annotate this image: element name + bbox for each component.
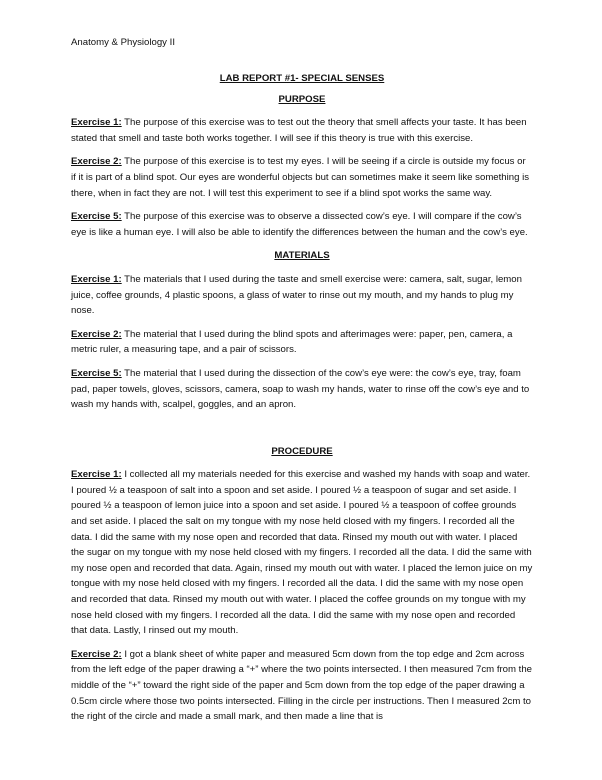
exercise-label: Exercise 5: (71, 367, 122, 379)
procedure-exercise-1 (71, 467, 533, 639)
paragraph-text: I got a blank sheet of white paper and measured 5cm down from the top edge and 2cm across from the left edge of the paper drawing a “+” where the two points intersected. I then measured 7cm from the middle of the “+” toward the right side of the paper and 5cm down from the top edge of the paper drawing a 0.5cm circle where those two points intersected. Filling in the circle per instructions. Then I measured 2cm to the right of the circle and made a small mark, and then made a line that is (71, 648, 533, 723)
section-heading-purpose: PURPOSE (278, 93, 326, 105)
page-header: Anatomy & Physiology II (71, 37, 175, 48)
exercise-label: Exercise 1: (71, 273, 122, 285)
document-title: LAB REPORT #1- SPECIAL SENSES (219, 73, 385, 84)
section-heading-procedure: PROCEDURE (271, 445, 333, 457)
section-heading-materials: MATERIALS (274, 250, 330, 262)
exercise-label: Exercise 2: (71, 328, 122, 340)
document-body (71, 71, 533, 733)
paragraph-text: The purpose of this exercise was to test out the theory that smell affects your taste. It has been stated that smell and taste both works together. I will see if this theory is true with this exercise. (71, 117, 527, 144)
exercise-label: Exercise 2: (71, 156, 122, 168)
paragraph-text: The purpose of this exercise is to test my eyes. I will be seeing if a circle is outside my focus or if it is part of a blind spot. Our eyes are wonderful objects but can sometimes make it seem like something is there, when in fact they are not. I will test this experiment to see if a blind spot works the same way. (71, 156, 530, 199)
purpose-exercise-2 (71, 154, 533, 201)
exercise-label: Exercise 5: (71, 211, 122, 223)
materials-exercise-1 (71, 272, 533, 319)
purpose-exercise-1 (71, 115, 533, 146)
materials-exercise-5 (71, 366, 533, 413)
paragraph-text: The material that I used during the blind spots and afterimages were: paper, pen, camera, a metric ruler, a measuring tape, and a pair of scissors. (71, 328, 513, 356)
paragraph-text: The materials that I used during the taste and smell exercise were: camera, salt, sugar, lemon juice, coffee grounds, 4 plastic spoons, a glass of water to rinse out my mouth, and my hands to plug my nose. (71, 273, 522, 317)
paragraph-text: The purpose of this exercise was to observe a dissected cow’s eye. I will compare if the cow’s eye is like a human eye. I will also be able to identify the differences between the human and the cow’s eye. (71, 211, 528, 238)
materials-exercise-2 (71, 327, 533, 358)
exercise-label: Exercise 1: (71, 117, 122, 129)
procedure-exercise-2 (71, 647, 533, 725)
paragraph-text: I collected all my materials needed for this exercise and washed my hands with soap and water. I poured ½ a teaspoon of salt into a spoon and set aside. I poured ½ a teaspoon of sugar and set aside. I poured ½ a teaspoon of lemon juice into a spoon and set aside. I poured ½ a teaspoon of coffee grounds and set aside. I placed the salt on my tongue with my nose held closed with my fingers. I recorded all the data. I did the same with my nose open and recorded that data. Rinsed my mouth out with water. I placed the sugar on my tongue with my nose held closed with my fingers. I recorded all the data. I did the same with my nose open and recorded that data. Again, rinsed my mouth out with water. I placed the lemon juice on my tongue with my nose held closed with my fingers. I recorded all the data. I did the same with my nose open and recorded that data. Rinsed my mouth out with water. I placed the coffee grounds on my tongue with my nose held closed with my fingers. I recorded all the data. I did the same with my nose open and recorded that data. Lastly, I rinsed out my mouth. (71, 469, 533, 637)
paragraph-text: The material that I used during the dissection of the cow’s eye were: the cow’s eye, tray, foam pad, paper towels, gloves, scissors, camera, soap to wash my hands, water to rinse off the cow’s eye and to wash my hands with, scalpel, goggles, and an apron. (71, 367, 530, 411)
blank-line (71, 421, 533, 444)
purpose-exercise-5 (71, 209, 533, 240)
exercise-label: Exercise 2: (71, 648, 122, 660)
exercise-label: Exercise 1: (71, 469, 122, 481)
